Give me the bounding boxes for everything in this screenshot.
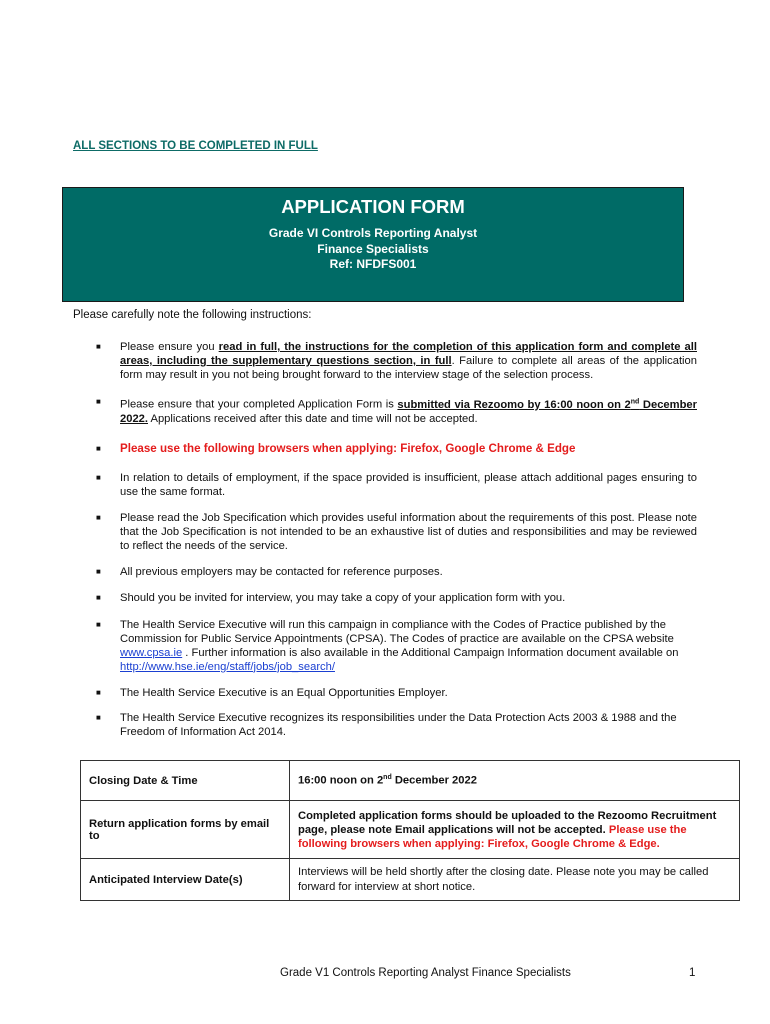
page-number: 1 xyxy=(689,967,696,979)
bullet-icon: ■ xyxy=(96,712,101,722)
bullet-icon: ■ xyxy=(96,619,101,629)
bullet-icon: ■ xyxy=(96,592,101,602)
closing-date-value: 16:00 noon on 2nd December 2022 xyxy=(290,761,740,801)
cpsa-website-link[interactable]: www.cpsa.ie xyxy=(120,646,183,659)
form-title: APPLICATION FORM xyxy=(281,196,465,217)
list-item: ■ All previous employers may be contacted for reference purposes. xyxy=(96,565,443,578)
list-item: ■ The Health Service Executive will run this campaign in compliance with the Codes of Practice published by the Commission for Public Service Appointments (CPSA). The Codes of practice are available on the CPSA website www.cpsa.ie . Further information is also available in the Additional Campaign Information document available on http://www.hse.ie/eng/staff/jobs/job_search/ xyxy=(96,618,679,673)
bullet-icon: ■ xyxy=(96,443,101,453)
table-row xyxy=(81,761,740,801)
list-item: ■ Please ensure that your completed Application Form is submitted via Rezoomo by 16:00 noon on 2nd December 2022. Applications received after this date and time will not be accepted. xyxy=(96,397,697,425)
instructions-list xyxy=(95,340,697,739)
bullet-icon: ■ xyxy=(96,397,101,406)
bullet-icon: ■ xyxy=(96,687,101,697)
application-details-table xyxy=(80,760,740,901)
list-item: ■ Should you be invited for interview, you may take a copy of your application form with you. xyxy=(96,591,566,604)
table-row xyxy=(81,859,740,901)
job-title: Grade VI Controls Reporting Analyst xyxy=(268,226,478,240)
reference-number: Ref: NFDFS001 xyxy=(329,257,417,271)
hse-job-search-link[interactable]: http://www.hse.ie/eng/staff/jobs/job_search/ xyxy=(120,660,335,673)
bullet-icon: ■ xyxy=(96,512,101,522)
bullet-icon: ■ xyxy=(96,566,101,576)
sections-notice: ALL SECTIONS TO BE COMPLETED IN FULL xyxy=(73,140,318,152)
interview-date-label: Anticipated Interview Date(s) xyxy=(81,859,290,901)
list-item: ■ Please ensure you read in full, the instructions for the completion of this application form and complete all areas, including the supplementary questions section, in full. Failure to complete all areas of the application form may result in you not being brought forward to the interview stage of the selection process. xyxy=(96,341,697,381)
list-item: ■ Please use the following browsers when applying: Firefox, Google Chrome & Edge xyxy=(96,441,576,455)
list-item: ■ The Health Service Executive is an Equal Opportunities Employer. xyxy=(96,686,448,699)
list-item: ■ The Health Service Executive recognizes its responsibilities under the Data Protection Acts 2003 & 1988 and the Freedom of Information Act 2014. xyxy=(96,711,677,738)
return-forms-value: Completed application forms should be uploaded to the Rezoomo Recruitment page, please note Email applications will not be accepted. Please use the following browsers when applying: Firefox, Google Chrome & Edge. xyxy=(290,801,740,859)
interview-date-value: Interviews will be held shortly after the closing date. Please note you may be called forward for interview at short notice. xyxy=(290,859,740,901)
list-item: ■ In relation to details of employment, if the space provided is insufficient, please attach additional pages ensuring to use the same format. xyxy=(96,471,697,498)
department: Finance Specialists xyxy=(317,241,429,256)
list-item: ■ Please read the Job Specification which provides useful information about the requirements of this post. Please note that the Job Specification is not intended to be an exhaustive list of duties and responsibilities and may be reviewed to reflect the needs of the service. xyxy=(96,511,697,552)
page-footer: Grade V1 Controls Reporting Analyst Finance Specialists xyxy=(280,967,571,979)
return-forms-label: Return application forms by email to xyxy=(81,801,290,859)
bullet-icon: ■ xyxy=(96,472,101,482)
closing-date-label: Closing Date & Time xyxy=(81,761,290,801)
application-form-header xyxy=(62,187,684,302)
table-row xyxy=(81,801,740,859)
instructions-intro: Please carefully note the following instructions: xyxy=(73,309,312,321)
bullet-icon: ■ xyxy=(96,342,101,351)
